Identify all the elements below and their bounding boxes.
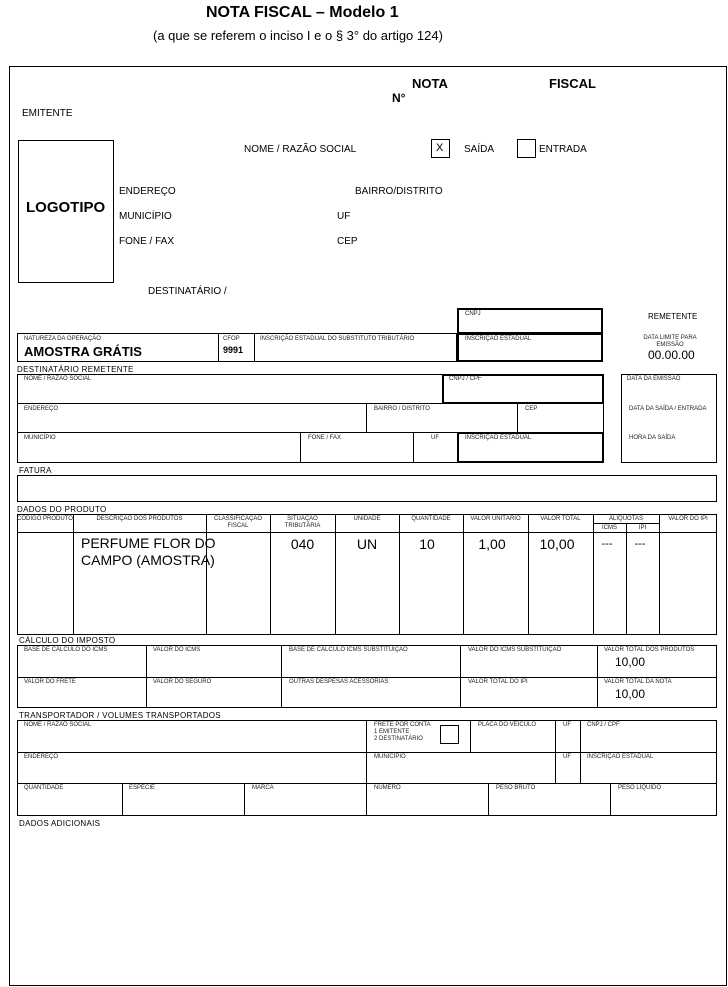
divider: [597, 645, 598, 708]
fatura-title: FATURA: [19, 466, 52, 475]
produto-title: DADOS DO PRODUTO: [17, 505, 107, 514]
numero-label: N°: [392, 91, 406, 105]
fone-label: FONE / FAX: [119, 236, 175, 247]
quantidade-label: QUANTIDADE: [24, 785, 64, 791]
transp-nome-label: NOME / RAZÃO SOCIAL: [24, 722, 92, 728]
municipio-label: MUNICÍPIO: [119, 211, 172, 222]
valor-produtos-label: VALOR TOTAL DOS PRODUTOS: [604, 647, 695, 653]
divider: [610, 783, 611, 816]
bairro-label: BAIRRO/DISTRITO: [355, 186, 443, 197]
divider: [218, 333, 219, 362]
fatura-box: [17, 475, 717, 502]
dates-box: [621, 374, 717, 463]
valor-icms-label: VALOR DO ICMS: [153, 647, 201, 653]
saida-label: SAÍDA: [464, 144, 495, 155]
divider: [335, 514, 336, 635]
divider: [73, 514, 74, 635]
divider: [555, 720, 556, 783]
especie-label: ESPÉCIE: [129, 785, 156, 791]
imposto-title: CÁLCULO DO IMPOSTO: [19, 636, 116, 645]
numero-label-transp: NÚMERO: [374, 785, 401, 791]
produto-valor-total: 10,00: [539, 536, 575, 552]
logotipo-label: LOGOTIPO: [26, 199, 106, 216]
col-icms: ICMS: [602, 525, 617, 531]
saida-mark: X: [436, 142, 444, 154]
valor-seguro-label: VALOR DO SEGURO: [153, 679, 212, 685]
produto-situacao: 040: [290, 536, 315, 552]
divider: [399, 514, 400, 635]
valor-frete-label: VALOR DO FRETE: [24, 679, 76, 685]
insc-estadual-label: INSCRIÇÃO ESTADUAL: [465, 336, 532, 342]
divider: [470, 720, 471, 752]
produto-valor-unitario: 1,00: [478, 536, 506, 552]
col-valor-ipi: VALOR DO IPI: [668, 516, 708, 522]
dest-nome-label: NOME / RAZÃO SOCIAL: [24, 376, 92, 382]
frete-checkbox[interactable]: [440, 725, 459, 744]
remetente-top-label: REMETENTE: [648, 312, 698, 321]
nota-label: NOTA: [412, 76, 448, 91]
natureza-label: NATUREZA DA OPERAÇÃO: [24, 336, 101, 342]
dest-municipio-label: MUNICÍPIO: [24, 435, 56, 441]
cfop-label: CFOP: [223, 336, 240, 342]
col-descricao: DESCRIÇÃO DOS PRODUTOS: [96, 516, 183, 522]
divider: [244, 783, 245, 816]
divider: [300, 432, 301, 463]
produto-icms: ---: [601, 538, 613, 550]
transp-uf-label: UF: [563, 722, 571, 728]
frete-label-2: 1 EMITENTE: [374, 729, 410, 735]
divider: [254, 333, 255, 362]
data-limite-label: DATA LIMITE PARA EMISSÃO: [643, 335, 697, 348]
divider: [17, 677, 717, 678]
valor-subst-label: VALOR DO ICMS SUBSTITUIÇÃO: [468, 647, 562, 653]
transportador-title: TRANSPORTADOR / VOLUMES TRANSPORTADOS: [19, 711, 221, 720]
valor-ipi-label: VALOR TOTAL DO IPI: [468, 679, 528, 685]
outras-despesas-label: OUTRAS DESPESAS ACESSÓRIAS: [289, 679, 389, 685]
destinatario-title: DESTINATÁRIO REMETENTE: [17, 365, 134, 374]
divider: [528, 514, 529, 635]
entrada-label: ENTRADA: [539, 144, 587, 155]
emitente-label: EMITENTE: [22, 108, 73, 119]
divider: [366, 783, 367, 816]
placa-label: PLACA DO VEÍCULO: [478, 722, 537, 728]
divider: [281, 645, 282, 708]
produto-descricao-2: CAMPO (AMOSTRA): [81, 552, 215, 568]
page-title: NOTA FISCAL – Modelo 1: [206, 4, 399, 21]
col-classificacao: CLASSIFICAÇÃO FISCAL: [213, 516, 262, 530]
transp-uf2-label: UF: [563, 754, 571, 760]
divider: [659, 514, 660, 635]
col-ipi: IPI: [638, 525, 647, 531]
hora-saida-label: HORA DA SAÍDA: [629, 435, 676, 441]
cnpj-label: CNPJ: [465, 311, 481, 317]
dest-bairro-label: BAIRRO / DISTRITO: [374, 406, 430, 412]
fiscal-label: FISCAL: [549, 76, 596, 91]
valor-nota-value: 10,00: [615, 687, 646, 701]
entrada-checkbox[interactable]: [517, 139, 536, 158]
divider: [17, 532, 717, 533]
nome-razao-label: NOME / RAZÃO SOCIAL: [244, 144, 357, 155]
dest-cnpj-label: CNPJ / CPF: [449, 376, 482, 382]
base-subst-label: BASE DE CÁLCULO ICMS SUBSTITUIÇÃO: [289, 647, 408, 653]
dest-fone-label: FONE / FAX: [308, 435, 342, 441]
divider: [517, 403, 518, 432]
divider: [146, 645, 147, 708]
adicionais-title: DADOS ADICIONAIS: [19, 819, 101, 828]
col-valor-unitario: VALOR UNITÁRIO: [470, 516, 521, 522]
dest-endereco-label: ENDEREÇO: [24, 406, 59, 412]
divider: [593, 514, 594, 635]
divider: [206, 514, 207, 635]
dest-cep-label: CEP: [525, 406, 538, 412]
destinatario-top-label: DESTINATÁRIO /: [148, 286, 227, 297]
dest-insc-label: INSCRIÇÃO ESTADUAL: [465, 435, 532, 441]
marca-label: MARCA: [252, 785, 274, 791]
divider: [460, 645, 461, 708]
page-subtitle: (a que se referem o inciso I e o § 3° do artigo 124): [153, 28, 443, 43]
transp-endereco-label: ENDEREÇO: [24, 754, 59, 760]
divider: [17, 752, 717, 753]
produto-ipi: ---: [634, 538, 646, 550]
divider: [366, 403, 367, 432]
col-quantidade: QUANTIDADE: [411, 516, 451, 522]
cep-label: CEP: [337, 236, 358, 247]
produto-unidade: UN: [356, 536, 378, 552]
col-codigo: CÓDIGO PRODUTO: [17, 516, 73, 522]
transp-insc-label: INSCRIÇÃO ESTADUAL: [587, 754, 654, 760]
endereco-label: ENDEREÇO: [119, 186, 176, 197]
divider: [122, 783, 123, 816]
col-unidade: UNIDADE: [353, 516, 381, 522]
divider: [413, 432, 414, 463]
uf-label: UF: [337, 211, 351, 222]
transp-cnpj-label: CNPJ / CPF: [587, 722, 620, 728]
col-valor-total: VALOR TOTAL: [540, 516, 581, 522]
produto-quantidade: 10: [419, 536, 435, 552]
divider: [463, 514, 464, 635]
col-aliquotas: ALÍQUOTAS: [609, 516, 643, 522]
natureza-value: AMOSTRA GRÁTIS: [24, 344, 142, 359]
divider: [488, 783, 489, 816]
peso-liquido-label: PESO LÍQUIDO: [618, 785, 662, 791]
divider: [580, 720, 581, 783]
col-situacao: SITUAÇÃO TRIBUTÁRIA: [284, 516, 321, 530]
peso-bruto-label: PESO BRUTO: [496, 785, 536, 791]
insc-subst-label: INSCRIÇÃO ESTADUAL DO SUBSTITUTO TRIBUTÁRIO: [260, 336, 415, 342]
data-saida-label: DATA DA SAÍDA / ENTRADA: [629, 406, 707, 412]
cfop-value: 9991: [223, 345, 244, 355]
base-icms-label: BASE DE CÁLCULO DO ICMS: [24, 647, 108, 653]
divider: [593, 523, 659, 524]
valor-produtos-value: 10,00: [615, 655, 646, 669]
dest-uf-label: UF: [431, 435, 439, 441]
frete-label-1: FRETE POR CONTA: [374, 722, 431, 728]
produto-descricao-1: PERFUME FLOR DO: [81, 535, 216, 551]
frete-label-3: 2 DESTINATÁRIO: [374, 736, 423, 742]
divider: [270, 514, 271, 635]
transp-municipio-label: MUNICÍPIO: [374, 754, 406, 760]
data-emissao-label: DATA DA EMISSÃO: [627, 376, 681, 382]
divider: [366, 720, 367, 783]
valor-nota-label: VALOR TOTAL DA NOTA: [604, 679, 672, 685]
data-limite-value: 00.00.00: [648, 348, 695, 362]
